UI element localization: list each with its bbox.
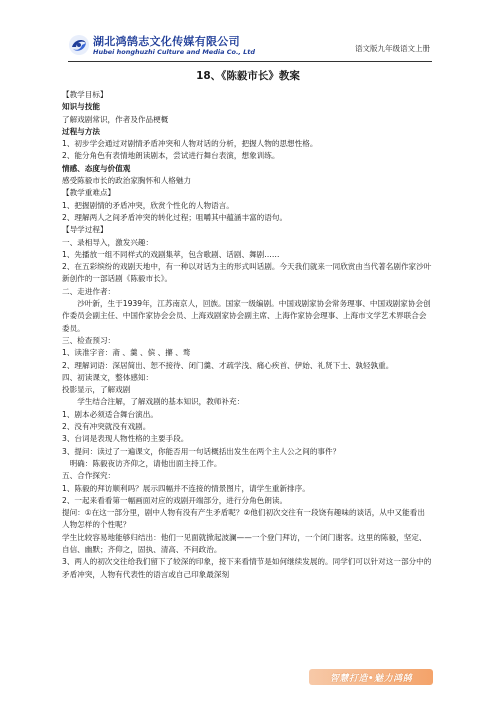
page-title: 18、《陈毅市长》教案	[196, 70, 300, 82]
text-line: 提问：①在这一部分里，剧中人物有没有产生矛盾呢？②他们初次交往有一段饶有趣味的谈话，从中又能看出人物怎样的个性呢？	[62, 508, 425, 530]
text-line: 3、两人的初次交往给我们留下了较深的印象，接下来看情节是如何继续发展的。同学们可以针对这一部分中的矛盾冲突，人物有代表性的语言或自己印象最深刻	[62, 557, 432, 579]
section-heading: 知识与技能	[62, 102, 100, 112]
text-line: 2、没有冲突就没有戏剧。	[62, 422, 151, 432]
header-divider	[68, 61, 432, 62]
section-label: 【教学重难点】	[62, 188, 116, 198]
footer-slogan: 智慧打造•魅力鸿鹄	[329, 674, 413, 684]
text-line: 学生结合注解，了解戏剧的基本知识，教师补充：	[77, 397, 245, 407]
text-line: 三、检查预习：	[62, 335, 116, 345]
section-heading: 过程与方法	[62, 126, 100, 136]
section-label: 【教学目标】	[62, 90, 108, 99]
text-line: 2、能分角色有表情地朗读剧本，尝试进行舞台表演，想象训练。	[62, 151, 280, 161]
text-line: 四、初读课文，整体感知：	[62, 372, 154, 382]
text-line: 二、走进作者：	[62, 286, 116, 296]
text-line: 学生比较容易地能够归结出：他们一见面就掀起波澜——一个登门拜访，一个闭门谢客。这里的陈毅，坚定、自信、幽默；齐仰之，固执、清高、不问政治。	[62, 532, 427, 554]
text-line: 1、先播放一组不同样式的戏剧集萃，包含歌剧、话剧、舞剧……	[62, 249, 280, 259]
swirl-logo-icon	[68, 34, 90, 56]
text-line: 了解戏剧常识，作者及作品梗概	[62, 114, 169, 124]
text-line: 3、提问：读过了一遍课文，你能否用一句话概括出发生在两个主人公之间的事件？	[62, 446, 341, 456]
text-line: 3、台词是表现人物性格的主要手段。	[62, 434, 189, 444]
page-header	[68, 30, 432, 62]
text-line: 1、陈毅的拜访顺利吗？展示四幅并不连接的情景图片，请学生重新排序。	[62, 483, 310, 493]
text-line: 2、一起来看看第一幅画面对应的戏剧开端部分，进行分角色朗读。	[62, 495, 288, 505]
text-line: 1、剧本必须适合舞台演出。	[62, 409, 158, 419]
company-name-en: Hubei honghuzhi Culture and Media Co., Ltd	[93, 48, 256, 56]
text-line: 2、在五彩缤纷的戏剧天地中，有一种以对话为主的形式叫话剧。今天我们就来一同欣赏由当代著名剧作家沙叶新创作的一部话剧《陈毅市长》。	[62, 262, 432, 284]
text-line: 投影显示，了解戏剧	[62, 385, 131, 395]
text-line: 2、理解两人之间矛盾冲突的转化过程；咀嚼其中蕴涵丰富的语句。	[62, 212, 288, 222]
company-name-cn: 湖北鸿鹄志文化传媒有限公司	[93, 35, 240, 48]
text-line: 1、把握剧情的矛盾冲突，欣赏个性化的人物语言。	[62, 200, 234, 210]
author-bio: 沙叶新，生于1939年，江苏南京人，回族。国家一级编剧。中国戏剧家协会常务理事、中国戏剧家协会创作委员会副主任、中国作家协会会员、上海戏剧家协会副主席、上海作家协会理事、上海市文学艺术界联合会委员。	[62, 299, 431, 333]
text-line: 感受陈毅市长的政治家胸怀和人格魅力	[62, 176, 192, 186]
section-heading: 情感、态度与价值观	[62, 163, 131, 173]
text-line: 五、合作探究：	[62, 471, 116, 481]
text-line: 1、初步学会通过对剧情矛盾冲突和人物对话的分析，把握人物的思想性格。	[62, 139, 318, 149]
text-line: 1、读准字音：斋 、羹 、傧 、攥 、骛	[62, 348, 191, 358]
section-label: 【导学过程】	[62, 225, 108, 235]
footer-banner	[309, 669, 433, 685]
text-line: 明确：陈毅夜访齐仰之，请他出面主持工作。	[69, 458, 222, 468]
text-line: 2、理解词语：深居简出、恕不接待、闭门羹、才疏学浅、痛心疾首、伊始、礼贤下士、孰轻孰重。	[62, 360, 394, 370]
document-label: 语文版九年级语文上册	[355, 44, 430, 53]
lesson-content	[62, 89, 432, 581]
text-line: 一、录相导入，激发兴趣：	[62, 237, 154, 247]
